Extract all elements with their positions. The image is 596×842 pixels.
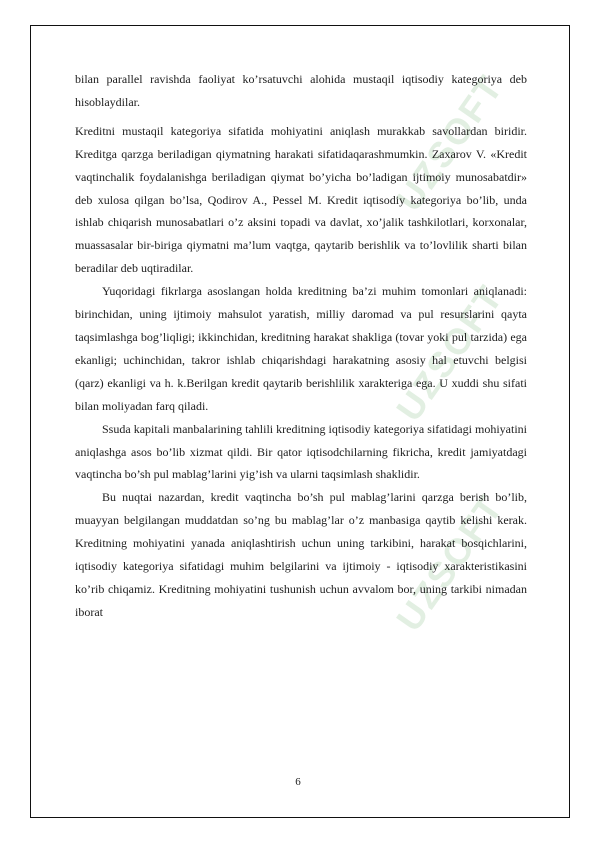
watermark: UZSOFT	[388, 487, 512, 639]
page-number: 6	[295, 776, 301, 788]
paragraph: Kreditni mustaqil kategoriya sifatida mohiyatini aniqlash murakkab savollardan biridir. Kreditga qarzga beriladigan qiymatning harakati sifatidaqarashmumkin. Zaxarov V. «Kredit vaqtinchalik foydalanishga beriladigan qiymat bo’yicha bo’ladigan ijtimoiy munosabatdir» deb xulosa qilgan bo’lsa, Qodirov A., Pessel M. Kredit iqtisodiy kategoriya bo’lib, unda ishlab chiqarish munosabatlari o’z aksini topadi va davlat, xo’jalik tashkilotlari, korxonalar, muassasalar bir-biriga qiymatni ma’lum vaqtga, qaytarib berishlik va to’lovlilik sharti bilan beradilar deb uqtiradilar.	[75, 123, 527, 276]
paragraph: Yuqoridagi fikrlarga asoslangan holda kreditning ba’zi muhim tomonlari aniqlanadi: birinchidan, uning ijtimoiy mahsulot yaratish, milliy daromad va pul resurslarini qayta taqsimlashga bog’liqligi; ikkinchidan, kreditning harakat shakliga (tovar yoki pul tarzida) ega ekanligi; uchinchidan, takror ishlab chiqarishdagi harakatning asosiy hal etuvchi belgisi (qarz) ekanligi va h. k.Berilgan kredit qaytarib berishlilik xarakteriga ega. U xuddi shu sifati bilan moliyadan farq qiladi.	[75, 284, 527, 413]
paragraph: Ssuda kapitali manbalarining tahlili kreditning iqtisodiy kategoriya sifatidagi mohiyatini aniqlashga asos bo’lib xizmat qildi. Bir qator iqtisodchilarning fikricha, kredit jamiyatdagi vaqtincha bo’sh pul mablag’larini yig’ish va ularni taqsimlash shaklidir.	[75, 421, 527, 482]
paragraph: bilan parallel ravishda faoliyat ko’rsatuvchi alohida mustaqil iqtisodiy kategoriya deb hisoblaydilar.	[75, 72, 527, 109]
paragraph: Bu nuqtai nazardan, kredit vaqtincha bo’sh pul mablag’larini qarzga berish bo’lib, muayyan belgilangan muddatdan so’ng bu mablag’lar o’z manbasiga qaytib kelishi kerak. Kreditning mohiyatini yanada aniqlashtirish uchun uning tarkibini, harakat bosqichlarini, iqtisodiy kategoriya sifatidagi muhim belgilarini va ijtimoiy - iqtisodiy xarakteristikasini ko’rib chiqamiz. Kreditning mohiyatini tushunish uchun avvalom bor, uning tarkibi nimadan iborat	[75, 490, 527, 619]
watermark: UZSOFT	[388, 277, 512, 429]
watermark: UZSOFT	[388, 67, 512, 219]
body-text	[75, 68, 527, 624]
